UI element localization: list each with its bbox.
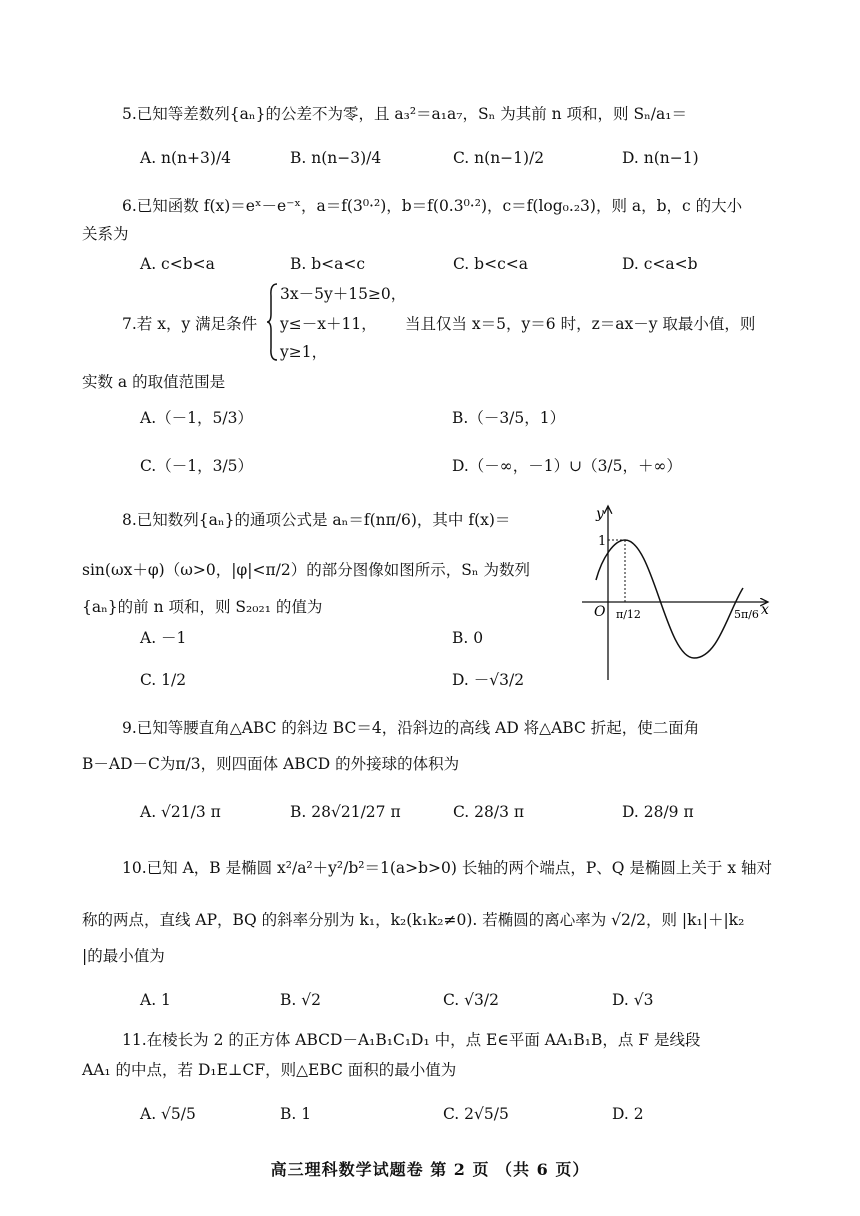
question-9-stem-line2: B－AD－C为π/3，则四面体 ABCD 的外接球的体积为 [82,755,460,773]
sine-graph-figure [578,492,778,684]
question-8-option-c: C. 1/2 [140,671,187,689]
tick-5pi-over-6-label: 5π/6 [734,608,759,621]
question-6-option-c: C. b<c<a [453,255,528,273]
origin-label: O [594,604,606,620]
condition-2: y≤－x＋11， [280,315,377,333]
y-axis-label: y [596,506,604,522]
question-10-option-c: C. √3/2 [443,991,499,1009]
question-11-stem-line2: AA₁ 的中点，若 D₁E⊥CF，则△EBC 面积的最小值为 [82,1061,457,1079]
question-6-option-d: D. c<a<b [622,255,698,273]
question-7-stem-suffix: 当且仅当 x＝5，y＝6 时，z＝ax－y 取最小值，则 [405,315,756,333]
question-9-option-c: C. 28/3 π [453,803,525,821]
question-11-option-a: A. √5/5 [140,1105,196,1123]
question-8-option-d: D. －√3/2 [452,671,525,689]
question-6-option-a: A. c<b<a [140,255,215,273]
question-7-option-b: B.（－3/5，1） [452,409,566,427]
question-5-option-c: C. n(n−1)/2 [453,149,545,167]
question-8-stem-line3: {aₙ}的前 n 项和，则 S₂₀₂₁ 的值为 [82,598,323,616]
question-9-option-b: B. 28√21/27 π [290,803,401,821]
condition-3: y≥1， [280,343,328,361]
question-8-stem-line2: sin(ωx＋φ)（ω>0，|φ|<π/2）的部分图像如图所示，Sₙ 为数列 [82,561,531,579]
sine-curve [596,540,743,658]
question-10-stem-line3: |的最小值为 [82,947,165,965]
question-10-stem-line2: 称的两点，直线 AP，BQ 的斜率分别为 k₁，k₂(k₁k₂≠0). 若椭圆的离心率为 √2/2，则 |k₁|＋|k₂ [82,911,745,929]
question-10-stem-line1: 10.已知 A，B 是椭圆 x²/a²＋y²/b²＝1(a>b>0) 长轴的两个端点，P、Q 是椭圆上关于 x 轴对 [122,859,773,877]
question-6-stem-line1: 6.已知函数 f(x)＝eˣ－e⁻ˣ，a＝f(3⁰·²)，b＝f(0.3⁰·²)，c＝f(log₀.₂3)，则 a，b，c 的大小 [122,197,743,215]
x-axis-label: x [761,602,769,618]
question-9-option-a: A. √21/3 π [140,803,221,821]
question-5-option-d: D. n(n−1) [622,149,699,167]
question-7-stem-line2: 实数 a 的取值范围是 [82,373,226,391]
max-value-label: 1 [598,534,607,549]
question-8-option-a: A. －1 [140,629,187,647]
tick-pi-over-12-label: π/12 [616,608,641,621]
question-10-option-d: D. √3 [612,991,654,1009]
question-10-option-b: B. √2 [280,991,321,1009]
question-7-option-a: A.（－1，5/3） [140,409,253,427]
question-11-option-c: C. 2√5/5 [443,1105,509,1123]
question-5-stem: 5.已知等差数列{aₙ}的公差不为零，且 a₃²＝a₁a₇，Sₙ 为其前 n 项和，则 Sₙ/a₁＝ [122,105,687,123]
question-10-option-a: A. 1 [140,991,171,1009]
question-6-stem-line2: 关系为 [82,225,129,243]
question-11-option-d: D. 2 [612,1105,644,1123]
question-7-stem-prefix: 7.若 x，y 满足条件 [122,315,258,333]
question-5-option-a: A. n(n+3)/4 [140,149,232,167]
question-11-option-b: B. 1 [280,1105,312,1123]
question-8-option-b: B. 0 [452,629,484,647]
page-footer: 高三理科数学试题卷 第 2 页 （共 6 页） [270,1160,590,1179]
question-8-stem-line1: 8.已知数列{aₙ}的通项公式是 aₙ＝f(nπ/6)，其中 f(x)＝ [122,511,511,529]
question-9-option-d: D. 28/9 π [622,803,694,821]
system-brace [266,282,278,362]
question-9-stem-line1: 9.已知等腰直角△ABC 的斜边 BC＝4，沿斜边的高线 AD 将△ABC 折起，使二面角 [122,719,700,737]
question-7-option-c: C.（－1，3/5） [140,457,254,475]
condition-1: 3x－5y＋15≥0， [280,285,407,303]
question-7-option-d: D.（－∞，－1）∪（3/5，＋∞） [452,457,682,475]
question-5-option-b: B. n(n−3)/4 [290,149,382,167]
question-6-option-b: B. b<a<c [290,255,366,273]
question-11-stem-line1: 11.在棱长为 2 的正方体 ABCD－A₁B₁C₁D₁ 中，点 E∈平面 AA₁B₁B，点 F 是线段 [122,1031,701,1049]
